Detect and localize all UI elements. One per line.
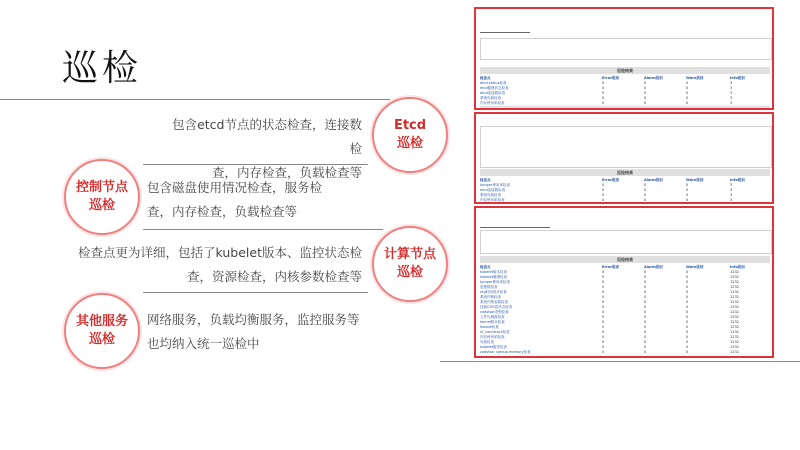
control-node-desc-line-1: 包含磁盘使用情况检查，服务检 xyxy=(147,180,323,195)
report-cell-value: 0 xyxy=(644,305,647,309)
report-cell-value: 0 xyxy=(602,330,605,334)
report-cell-value: 0 xyxy=(686,310,689,314)
report-cell-value: 0 xyxy=(686,91,689,95)
report-cell-value: 0 xyxy=(686,101,689,105)
report-cell-value: 0 xyxy=(686,330,689,334)
report-cell-value: 0 xyxy=(602,96,605,100)
report-cell-value: 0 xyxy=(602,345,605,349)
report-cell-value: 0 xyxy=(686,295,689,299)
report-cell-value: 3 xyxy=(730,193,733,197)
control-node-badge xyxy=(64,159,140,235)
report-row-name[interactable]: nf_conntrack检查 xyxy=(480,330,510,334)
report-column-header: Error级别 xyxy=(602,76,619,80)
report-cell-value: 0 xyxy=(686,96,689,100)
report-cell-value: 0 xyxy=(644,300,647,304)
control-node-desc-line-2: 查，内存检查，负载检查等 xyxy=(147,204,298,219)
report-row-name[interactable]: 系统内核检查 xyxy=(480,295,501,299)
report-row-name[interactable]: kubelet版本检查 xyxy=(480,270,508,274)
report-cell-value: 0 xyxy=(686,193,689,197)
report-cell-value: 0 xyxy=(686,300,689,304)
report-row-name[interactable]: etcd连接数检查 xyxy=(480,188,506,192)
report-cell-value: 1232 xyxy=(730,285,739,289)
report-column-header: Alarm级别 xyxy=(644,265,663,269)
report-cell-value: 0 xyxy=(602,198,605,202)
report-row-name[interactable]: kubelet健康检查 xyxy=(480,275,508,279)
report-row-name[interactable]: 挂载CIFS卷状态检查 xyxy=(480,305,513,309)
report-cell-value: 0 xyxy=(686,188,689,192)
report-column-header: 检查点 xyxy=(480,178,491,182)
report-cell-value: 0 xyxy=(644,81,647,85)
compute-node-desc-line-1: 检查点更为详细，包括了kubelet版本、监控状态检 xyxy=(78,245,362,260)
report-cell-value: 1232 xyxy=(730,320,739,324)
report-column-header: 检查点 xyxy=(480,265,491,269)
report-cell-value: 0 xyxy=(644,345,647,349)
report-row-name[interactable]: cadvisor进程检查 xyxy=(480,310,509,314)
report-cell-value: 0 xyxy=(686,198,689,202)
report-cell-value: 1232 xyxy=(730,270,739,274)
other-services-badge-label: 其他服务 xyxy=(75,314,128,329)
report-cell-value: 0 xyxy=(686,315,689,319)
report-cell-value: 3 xyxy=(730,198,733,202)
report-cell-value: 1232 xyxy=(730,350,739,354)
other-services-desc-line-1: 网络服务，负载均衡服务，监控服务等 xyxy=(147,312,360,327)
report-cell-value: 1232 xyxy=(730,290,739,294)
compute-node-badge-sublabel: 巡检 xyxy=(396,265,423,280)
report-row-name[interactable]: 文件句柄数检查 xyxy=(480,315,505,319)
compute-node-badge-label: 计算节点 xyxy=(383,247,436,262)
report-cell-value: 0 xyxy=(644,86,647,90)
report-cell-value: 0 xyxy=(602,275,605,279)
compute-node-description xyxy=(60,241,362,289)
report-cell-value: 0 xyxy=(602,183,605,187)
report-cell-value: 0 xyxy=(644,280,647,284)
report-cell-value: 3 xyxy=(730,86,733,90)
report-row-name[interactable]: 系统负载检查 xyxy=(480,193,501,197)
etcd-desc-line-2: 查，内存检查，负载检查等 xyxy=(211,165,362,180)
report-row-name[interactable]: 内存使用率检查 xyxy=(480,101,505,105)
report-row-name[interactable]: Jumper使用率检查 xyxy=(480,280,510,284)
etcd-badge xyxy=(372,97,448,173)
report-cell-value: 0 xyxy=(602,310,605,314)
report-cell-value: 1232 xyxy=(730,295,739,299)
slide-title: 巡检 xyxy=(62,48,143,89)
report-cell-value: 0 xyxy=(686,270,689,274)
report-cell-value: 1232 xyxy=(730,335,739,339)
report-cell-value: 0 xyxy=(602,290,605,294)
report-cell-value: 1232 xyxy=(730,345,739,349)
report-row-name[interactable]: cadvisor cgroup memory检查 xyxy=(480,350,531,354)
report-column-header: Error级别 xyxy=(602,265,619,269)
report-column-header: Info级别 xyxy=(730,178,745,182)
divider-line xyxy=(440,361,800,362)
report-cell-value: 0 xyxy=(602,325,605,329)
report-column-header: Warn级别 xyxy=(686,178,704,182)
report-column-header: Error级别 xyxy=(602,178,619,182)
report-cell-value: 0 xyxy=(686,285,689,289)
report-cell-value: 0 xyxy=(686,81,689,85)
etcd-description xyxy=(166,113,362,185)
compute-node-report-screenshot xyxy=(474,206,774,358)
etcd-badge-label: Etcd xyxy=(393,118,427,133)
report-cell-value: 0 xyxy=(644,101,647,105)
report-row-name[interactable]: ntp时间同步检查 xyxy=(480,290,507,294)
report-cell-value: 0 xyxy=(686,345,689,349)
report-cell-value: 0 xyxy=(644,285,647,289)
report-cell-value: 0 xyxy=(602,188,605,192)
report-cell-value: 1232 xyxy=(730,275,739,279)
other-services-badge-sublabel: 巡检 xyxy=(88,332,115,347)
report-cell-value: 0 xyxy=(686,320,689,324)
report-column-header: Alarm级别 xyxy=(644,178,663,182)
report-cell-value: 0 xyxy=(644,325,647,329)
report-cell-value: 0 xyxy=(644,275,647,279)
other-services-desc-line-2: 也均纳入统一巡检中 xyxy=(147,336,260,351)
report-cell-value: 0 xyxy=(602,86,605,90)
report-cell-value: 0 xyxy=(644,193,647,197)
report-cell-value: 1232 xyxy=(730,315,739,319)
report-row-name[interactable]: 负载检查 xyxy=(480,340,494,344)
report-cell-value: 0 xyxy=(602,300,605,304)
report-cell-value: 1232 xyxy=(730,330,739,334)
report-row-name[interactable]: 系统负载检查 xyxy=(480,96,501,100)
report-cell-value: 0 xyxy=(602,335,605,339)
report-cell-value: 0 xyxy=(686,350,689,354)
report-row-name[interactable]: 进程数检查 xyxy=(480,285,498,289)
report-cell-value: 0 xyxy=(644,320,647,324)
report-cell-value: 0 xyxy=(602,295,605,299)
report-cell-value: 3 xyxy=(730,188,733,192)
report-section-title: 巡检结果 xyxy=(480,67,770,74)
report-cell-value: 0 xyxy=(644,91,647,95)
report-cell-value: 0 xyxy=(602,305,605,309)
report-cell-value: 0 xyxy=(602,350,605,354)
report-row-name[interactable]: kubelet服务检查 xyxy=(480,345,508,349)
report-row-name[interactable]: etcd status检查 xyxy=(480,81,507,85)
other-services-badge xyxy=(64,293,140,369)
report-cell-value: 1232 xyxy=(730,300,739,304)
report-cell-value: 0 xyxy=(644,198,647,202)
report-cell-value: 0 xyxy=(644,350,647,354)
report-column-header: Warn级别 xyxy=(686,265,704,269)
report-section-title: 巡检结果 xyxy=(480,256,770,263)
report-cell-value: 0 xyxy=(644,96,647,100)
report-cell-value: 0 xyxy=(686,275,689,279)
report-cell-value: 0 xyxy=(686,325,689,329)
report-cell-value: 1232 xyxy=(730,325,739,329)
report-cell-value: 0 xyxy=(644,188,647,192)
report-cell-value: 0 xyxy=(644,270,647,274)
report-cell-value: 3 xyxy=(730,183,733,187)
etcd-desc-line-1: 包含etcd节点的状态检查，连接数检 xyxy=(172,117,362,156)
report-cell-value: 0 xyxy=(644,290,647,294)
report-column-header: Info级别 xyxy=(730,265,745,269)
report-cell-value: 1232 xyxy=(730,305,739,309)
report-cell-value: 0 xyxy=(644,315,647,319)
report-cell-value: 0 xyxy=(602,270,605,274)
report-cell-value: 0 xyxy=(602,280,605,284)
report-cell-value: 0 xyxy=(644,335,647,339)
report-row-name[interactable]: etcd连接数检查 xyxy=(480,91,506,95)
other-services-description xyxy=(147,308,387,356)
report-cell-value: 0 xyxy=(602,81,605,85)
report-cell-value: 0 xyxy=(686,86,689,90)
report-cell-value: 0 xyxy=(644,183,647,187)
report-column-header: Warn级别 xyxy=(686,76,704,80)
report-cell-value: 0 xyxy=(686,290,689,294)
report-cell-value: 1232 xyxy=(730,310,739,314)
control-node-badge-sublabel: 巡检 xyxy=(88,198,115,213)
report-cell-value: 0 xyxy=(602,340,605,344)
report-cell-value: 0 xyxy=(686,305,689,309)
report-cell-value: 0 xyxy=(686,340,689,344)
report-cell-value: 3 xyxy=(730,91,733,95)
report-cell-value: 0 xyxy=(686,183,689,187)
report-cell-value: 0 xyxy=(686,335,689,339)
report-column-header: 检查点 xyxy=(480,76,491,80)
report-cell-value: 3 xyxy=(730,81,733,85)
compute-node-desc-line-2: 查，资源检查，内核参数检查等 xyxy=(186,269,362,284)
report-row-name[interactable]: 内存使用率检查 xyxy=(480,198,505,202)
report-row-name[interactable]: 内存使用率检查 xyxy=(480,335,505,339)
control-node-report-screenshot xyxy=(474,112,774,204)
report-cell-value: 0 xyxy=(644,330,647,334)
report-cell-value: 0 xyxy=(602,91,605,95)
compute-node-badge xyxy=(372,226,448,302)
report-cell-value: 0 xyxy=(602,101,605,105)
divider-line xyxy=(143,164,368,165)
report-row-name[interactable]: etcd健康状态检查 xyxy=(480,86,509,90)
report-cell-value: 1232 xyxy=(730,340,739,344)
report-cell-value: 3 xyxy=(730,96,733,100)
etcd-badge-sublabel: 巡检 xyxy=(396,136,423,151)
report-column-header: Info级别 xyxy=(730,76,745,80)
report-cell-value: 0 xyxy=(644,295,647,299)
report-section-title: 巡检结果 xyxy=(480,169,770,176)
report-row-name[interactable]: Jumper使用率检查 xyxy=(480,183,510,187)
report-cell-value: 0 xyxy=(602,315,605,319)
divider-line xyxy=(0,99,390,100)
divider-line xyxy=(143,292,368,293)
control-node-badge-label: 控制节点 xyxy=(75,180,128,195)
control-node-description xyxy=(147,176,387,224)
report-cell-value: 1232 xyxy=(730,280,739,284)
report-row-name[interactable]: fsnode检查 xyxy=(480,325,499,329)
report-cell-value: 0 xyxy=(686,280,689,284)
report-row-name[interactable]: kernel版本检查 xyxy=(480,320,505,324)
report-cell-value: 0 xyxy=(644,340,647,344)
report-cell-value: 0 xyxy=(602,285,605,289)
divider-line xyxy=(143,229,383,230)
report-row-name[interactable]: 系统内核参数检查 xyxy=(480,300,508,304)
report-column-header: Alarm级别 xyxy=(644,76,663,80)
report-cell-value: 0 xyxy=(602,320,605,324)
report-cell-value: 0 xyxy=(644,310,647,314)
etcd-report-screenshot xyxy=(474,7,774,110)
report-cell-value: 3 xyxy=(730,101,733,105)
report-cell-value: 0 xyxy=(602,193,605,197)
